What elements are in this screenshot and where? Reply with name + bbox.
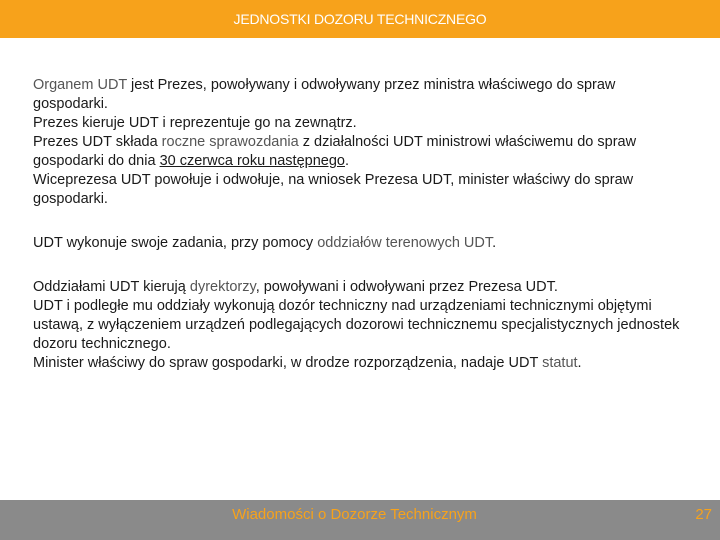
paragraph-directors (33, 278, 693, 373)
text-span: jest Prezes, powoływany i odwoływany przez ministra właściwego do spraw gospodarki. (33, 77, 616, 112)
slide-content (33, 76, 693, 373)
text-span: Prezes UDT składa (33, 134, 162, 150)
text-line: Prezes kieruje UDT i reprezentuje go na zewnątrz. (33, 115, 357, 131)
text-line (33, 76, 693, 114)
emphasis-text: Organem UDT (33, 77, 128, 93)
text-span: . (577, 355, 582, 371)
footer-title: Wiadomości o Dozorze Technicznym (232, 506, 477, 523)
text-span: z działalności UDT ministrowi właściwemu do spraw gospodarki do dnia (33, 134, 637, 169)
paragraph-branches (33, 234, 693, 253)
text-span: UDT wykonuje swoje zadania, przy pomocy (33, 235, 318, 251)
text-line (33, 133, 693, 171)
text-line: UDT i podległe mu oddziały wykonują dozór techniczny nad urządzeniami technicznymi objętymi ustawą, z wyłączeniem urządzeń podlegających dozorowi technicznemu specjalistycznych jednostek dozoru technicznego. (33, 298, 680, 352)
spacer (33, 209, 693, 234)
emphasis-text: dyrektorzy (189, 279, 256, 295)
footer-bar (0, 500, 720, 540)
slide-title: JEDNOSTKI DOZORU TECHNICZNEGO (233, 11, 487, 27)
text-line (33, 278, 693, 297)
emphasis-text: statut (542, 355, 578, 371)
spacer (33, 253, 693, 278)
text-span: Oddziałami UDT kierują (33, 279, 190, 295)
header-bar (0, 0, 720, 38)
text-span: . (492, 235, 497, 251)
underlined-date: 30 czerwca roku następnego (159, 153, 345, 169)
page-number: 27 (695, 506, 712, 523)
text-line: Wiceprezesa UDT powołuje i odwołuje, na wniosek Prezesa UDT, minister właściwy do spraw gospodarki. (33, 172, 634, 207)
text-span: Minister właściwy do spraw gospodarki, w drodze rozporządzenia, nadaje UDT (33, 355, 543, 371)
text-line (33, 234, 693, 253)
text-span: . (344, 153, 350, 169)
paragraph-organ (33, 76, 693, 209)
emphasis-text: roczne sprawozdania (161, 134, 299, 150)
text-span: , powoływani i odwoływani przez Prezesa UDT. (255, 279, 558, 295)
text-line (33, 354, 693, 373)
emphasis-text: oddziałów terenowych UDT (317, 235, 493, 251)
